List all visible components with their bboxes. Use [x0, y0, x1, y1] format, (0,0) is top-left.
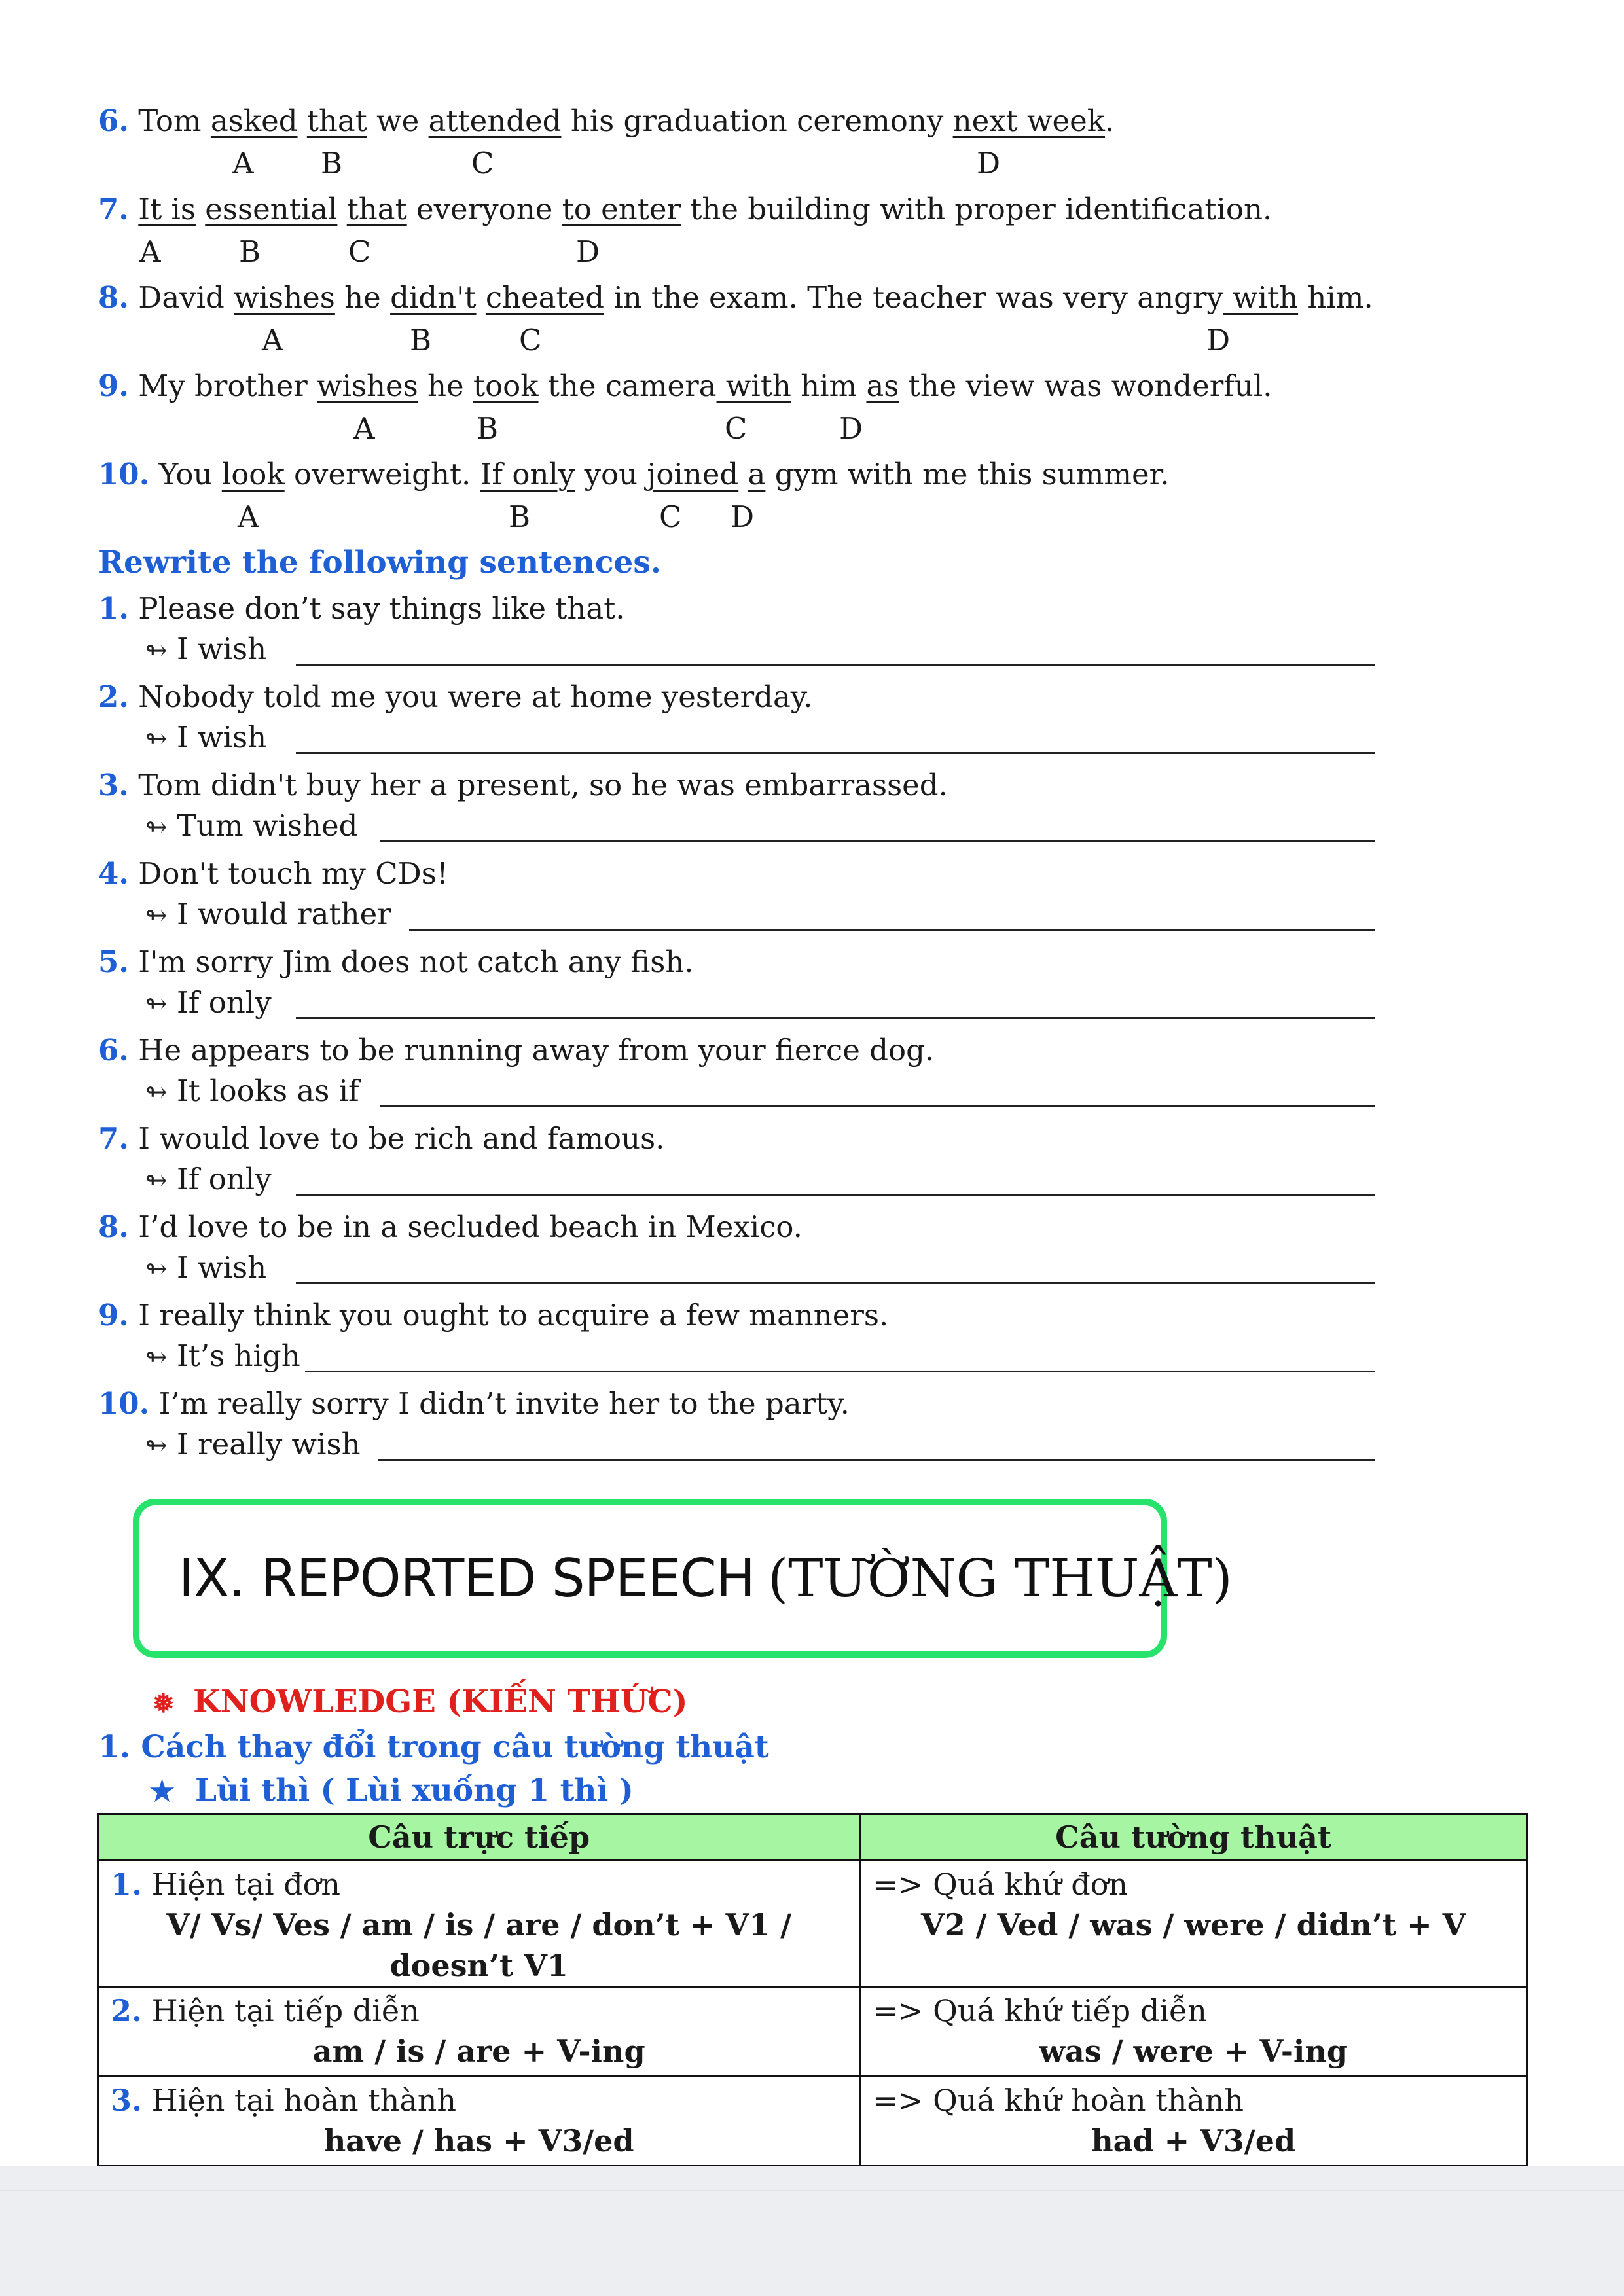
option-letter: B [321, 146, 343, 181]
tense-table [97, 1813, 1528, 2226]
underlined-option: that [306, 103, 367, 138]
row-number: 3. [111, 2083, 143, 2118]
underlined-option: essential [205, 192, 338, 226]
subheading-backshift-label: Lùi thì ( Lùi xuống 1 thì ) [195, 1772, 634, 1808]
divider [0, 2190, 1624, 2191]
sentence-text: David [138, 280, 234, 315]
section-title-box [133, 1499, 1233, 1658]
error-item [98, 190, 1272, 229]
option-letter: B [477, 411, 499, 446]
answer-blank[interactable] [296, 1017, 1375, 1019]
reported-tense: => Quá khứ tiếp diễn [873, 1993, 1207, 2028]
item-number: 9. [98, 368, 129, 403]
rewrite-item [98, 1384, 850, 1424]
direct-tense: Hiện tại tiếp diễn [151, 1993, 420, 2028]
sentence-text: overweight. [284, 457, 480, 492]
arrow-icon: ↬ [145, 1342, 168, 1372]
table-header-row [98, 1814, 1527, 1861]
option-letter: C [348, 234, 371, 269]
arrow-icon: ↬ [145, 1077, 168, 1107]
sentence-text: him. [1298, 280, 1373, 315]
sentence-text: the camera [538, 368, 717, 403]
error-item [98, 278, 1373, 317]
option-letter: B [509, 499, 531, 534]
rewrite-sentence: I’m really sorry I didn’t invite her to the party. [158, 1386, 850, 1421]
sentence-text: he [418, 368, 473, 403]
rewrite-item [98, 1296, 888, 1335]
prompt-text: I wish [177, 720, 267, 755]
rewrite-item [98, 589, 625, 628]
reported-cell [860, 2077, 1527, 2166]
direct-cell [98, 1861, 860, 1987]
section-title-vi: (TƯỜNG THUẬT) [767, 1548, 1233, 1609]
reported-tense: => Quá khứ đơn [873, 1867, 1128, 1902]
underlined-option: to enter [562, 192, 681, 226]
underlined-option: asked [210, 103, 298, 138]
underlined-option: a [748, 457, 766, 492]
tense-name [111, 1990, 847, 2031]
prompt-text: It looks as if [177, 1073, 359, 1108]
error-item [98, 101, 1114, 141]
prompt-text: If only [177, 985, 272, 1020]
rewrite-sentence: Don't touch my CDs! [138, 856, 448, 891]
underlined-option: If only [480, 457, 575, 492]
item-number: 6. [98, 103, 129, 138]
option-letter: A [139, 234, 161, 269]
item-number: 7. [98, 1121, 129, 1156]
rewrite-item [98, 1208, 803, 1247]
arrow-icon: ↬ [145, 1431, 168, 1461]
underlined-option: as [866, 368, 899, 403]
sentence-text: the view was wonderful. [899, 368, 1272, 403]
answer-prompt [145, 630, 266, 670]
answer-prompt [145, 983, 272, 1024]
rewrite-sentence: I would love to be rich and famous. [138, 1121, 665, 1156]
rewrite-sentence: I really think you ought to acquire a few manners. [138, 1298, 889, 1333]
option-letter: B [239, 234, 261, 269]
direct-formula: am / is / are + V-ing [312, 2034, 645, 2069]
sentence-text: . [1105, 103, 1115, 138]
subheading-backshift [151, 1771, 634, 1811]
rewrite-sentence: I’d love to be in a secluded beach in Mexico. [138, 1210, 803, 1244]
item-number: 6. [98, 1033, 129, 1067]
arrow-icon: ↬ [145, 812, 168, 842]
sentence-text [477, 280, 486, 315]
underlined-option: joined [647, 457, 739, 492]
reported-formula: V2 / Ved / was / were / didn’t + V [921, 1907, 1466, 1943]
sentence-text: his graduation ceremony [561, 103, 953, 138]
rewrite-heading: Rewrite the following sentences. [98, 545, 662, 581]
reported-cell [860, 1987, 1527, 2077]
sentence-text: we [367, 103, 429, 138]
answer-blank[interactable] [380, 1105, 1375, 1107]
answer-prompt [145, 718, 266, 759]
prompt-text: I really wish [177, 1427, 361, 1462]
direct-formula: V/ Vs/ Ves / am / is / are / don’t + V1 / doesn’t V1 [166, 1907, 792, 1983]
answer-blank[interactable] [296, 1194, 1375, 1196]
option-letter: C [725, 411, 748, 446]
underlined-option: It is [138, 192, 196, 226]
rewrite-sentence: Nobody told me you were at home yesterday. [138, 679, 813, 714]
answer-blank[interactable] [380, 840, 1375, 842]
rewrite-sentence: Please don’t say things like that. [138, 591, 625, 626]
sentence-text [298, 103, 307, 138]
item-number: 3. [98, 768, 129, 802]
underlined-option: wishes [317, 368, 418, 403]
rewrite-item [98, 677, 813, 717]
sentence-text: the building with proper identification. [680, 192, 1272, 226]
star-icon: ✭ [151, 1775, 174, 1807]
prompt-text: I wish [177, 632, 267, 666]
option-letter: A [238, 499, 259, 534]
answer-prompt [145, 1160, 272, 1200]
underlined-option: that [346, 192, 407, 226]
prompt-text: I wish [177, 1250, 267, 1285]
underlined-option: took [473, 368, 539, 403]
sentence-text: him [791, 368, 867, 403]
table-row [98, 1861, 1527, 1987]
section-title [179, 1505, 1233, 1651]
option-letter: C [659, 499, 682, 534]
underlined-option: wishes [234, 280, 335, 315]
direct-cell [98, 2077, 860, 2166]
answer-blank[interactable] [409, 929, 1375, 931]
direct-tense: Hiện tại đơn [151, 1867, 340, 1902]
rewrite-item [98, 854, 448, 893]
answer-prompt [145, 806, 357, 847]
sentence-text: in the exam. The teacher was very angry [604, 280, 1223, 315]
item-number: 5. [98, 944, 129, 979]
answer-blank[interactable] [296, 1282, 1375, 1284]
viewer-bottom-strip [0, 2166, 1624, 2296]
tense-name [111, 1864, 847, 1905]
arrow-icon: ↬ [145, 989, 168, 1019]
answer-prompt [145, 1248, 266, 1289]
answer-prompt [145, 1336, 300, 1377]
prompt-text: I would rather [177, 897, 391, 931]
item-number: 2. [98, 679, 129, 714]
answer-blank[interactable] [378, 1459, 1375, 1461]
reported-cell [860, 1861, 1527, 1987]
rewrite-item [98, 942, 694, 982]
sentence-text: everyone [406, 192, 562, 226]
underlined-option: cheated [485, 280, 605, 315]
subheading-changes: 1. Cách thay đổi trong câu tường thuật [98, 1729, 769, 1765]
answer-blank[interactable] [296, 664, 1375, 666]
sentence-text [196, 192, 205, 226]
row-number: 2. [111, 1993, 143, 2028]
item-number: 8. [98, 1210, 129, 1244]
underlined-option: with [1223, 280, 1299, 315]
answer-prompt [145, 1071, 359, 1112]
option-letter: B [410, 323, 432, 357]
sentence-text: You [158, 457, 222, 492]
row-number: 1. [111, 1867, 143, 1902]
arrow-icon: ↬ [145, 724, 168, 754]
option-letter: D [839, 411, 863, 446]
knowledge-heading [153, 1682, 687, 1723]
underlined-option: with [716, 368, 791, 403]
option-letter: D [731, 499, 755, 534]
option-letter: D [576, 234, 600, 269]
answer-blank[interactable] [296, 752, 1375, 754]
reported-formula: was / were + V-ing [1039, 2034, 1348, 2069]
sentence-text: he [334, 280, 391, 315]
answer-blank[interactable] [305, 1371, 1375, 1372]
sentence-text: you [575, 457, 647, 492]
direct-tense: Hiện tại hoàn thành [151, 2083, 456, 2118]
reported-formula: had + V3/ed [1091, 2123, 1296, 2159]
rewrite-sentence: Tom didn't buy her a present, so he was embarrassed. [138, 768, 948, 802]
answer-prompt [145, 895, 391, 935]
underlined-option: didn't [390, 280, 477, 315]
underlined-option: attended [428, 103, 562, 138]
error-item [98, 367, 1272, 406]
sentence-text [337, 192, 346, 226]
tense-name [111, 2080, 847, 2121]
section-title-en: IX. REPORTED SPEECH [179, 1548, 755, 1609]
direct-cell [98, 1987, 860, 2077]
sentence-text: Tom [138, 103, 211, 138]
answer-prompt [145, 1425, 361, 1465]
option-letter: D [1206, 323, 1231, 357]
item-number: 4. [98, 856, 129, 891]
option-letter: A [262, 323, 283, 357]
snowflake-icon: ❅ [153, 1688, 175, 1719]
direct-formula: have / has + V3/ed [323, 2123, 634, 2159]
item-number: 10. [98, 457, 150, 492]
table-row [98, 2077, 1527, 2166]
item-number: 8. [98, 280, 129, 315]
error-item [98, 455, 1170, 494]
underlined-option: next week [952, 103, 1106, 138]
knowledge-label: KNOWLEDGE (KIẾN THỨC) [193, 1683, 688, 1720]
prompt-text: If only [177, 1162, 272, 1196]
header-reported: Câu tường thuật [860, 1814, 1527, 1861]
rewrite-item [98, 1119, 664, 1158]
option-letter: C [519, 323, 542, 357]
prompt-text: It’s high [177, 1338, 300, 1373]
sentence-text: My brother [138, 368, 317, 403]
table-row [98, 1987, 1527, 2077]
arrow-icon: ↬ [145, 1166, 168, 1196]
arrow-icon: ↬ [145, 901, 168, 931]
rewrite-sentence: I'm sorry Jim does not catch any fish. [138, 944, 694, 979]
header-direct: Câu trực tiếp [98, 1814, 860, 1861]
item-number: 9. [98, 1298, 129, 1333]
reported-tense: => Quá khứ hoàn thành [873, 2083, 1244, 2118]
rewrite-item [98, 766, 948, 805]
option-letter: A [232, 146, 254, 181]
option-letter: A [353, 411, 375, 446]
rewrite-sentence: He appears to be running away from your fierce dog. [138, 1033, 935, 1067]
sentence-text: gym with me this summer. [765, 457, 1170, 492]
option-letter: C [471, 146, 494, 181]
rewrite-item [98, 1031, 934, 1070]
arrow-icon: ↬ [145, 1254, 168, 1284]
item-number: 7. [98, 192, 129, 226]
arrow-icon: ↬ [145, 636, 168, 666]
item-number: 10. [98, 1386, 150, 1421]
item-number: 1. [98, 591, 129, 626]
prompt-text: Tum wished [177, 808, 358, 843]
option-letter: D [977, 146, 1001, 181]
sentence-text [738, 457, 748, 492]
underlined-option: look [221, 457, 285, 492]
